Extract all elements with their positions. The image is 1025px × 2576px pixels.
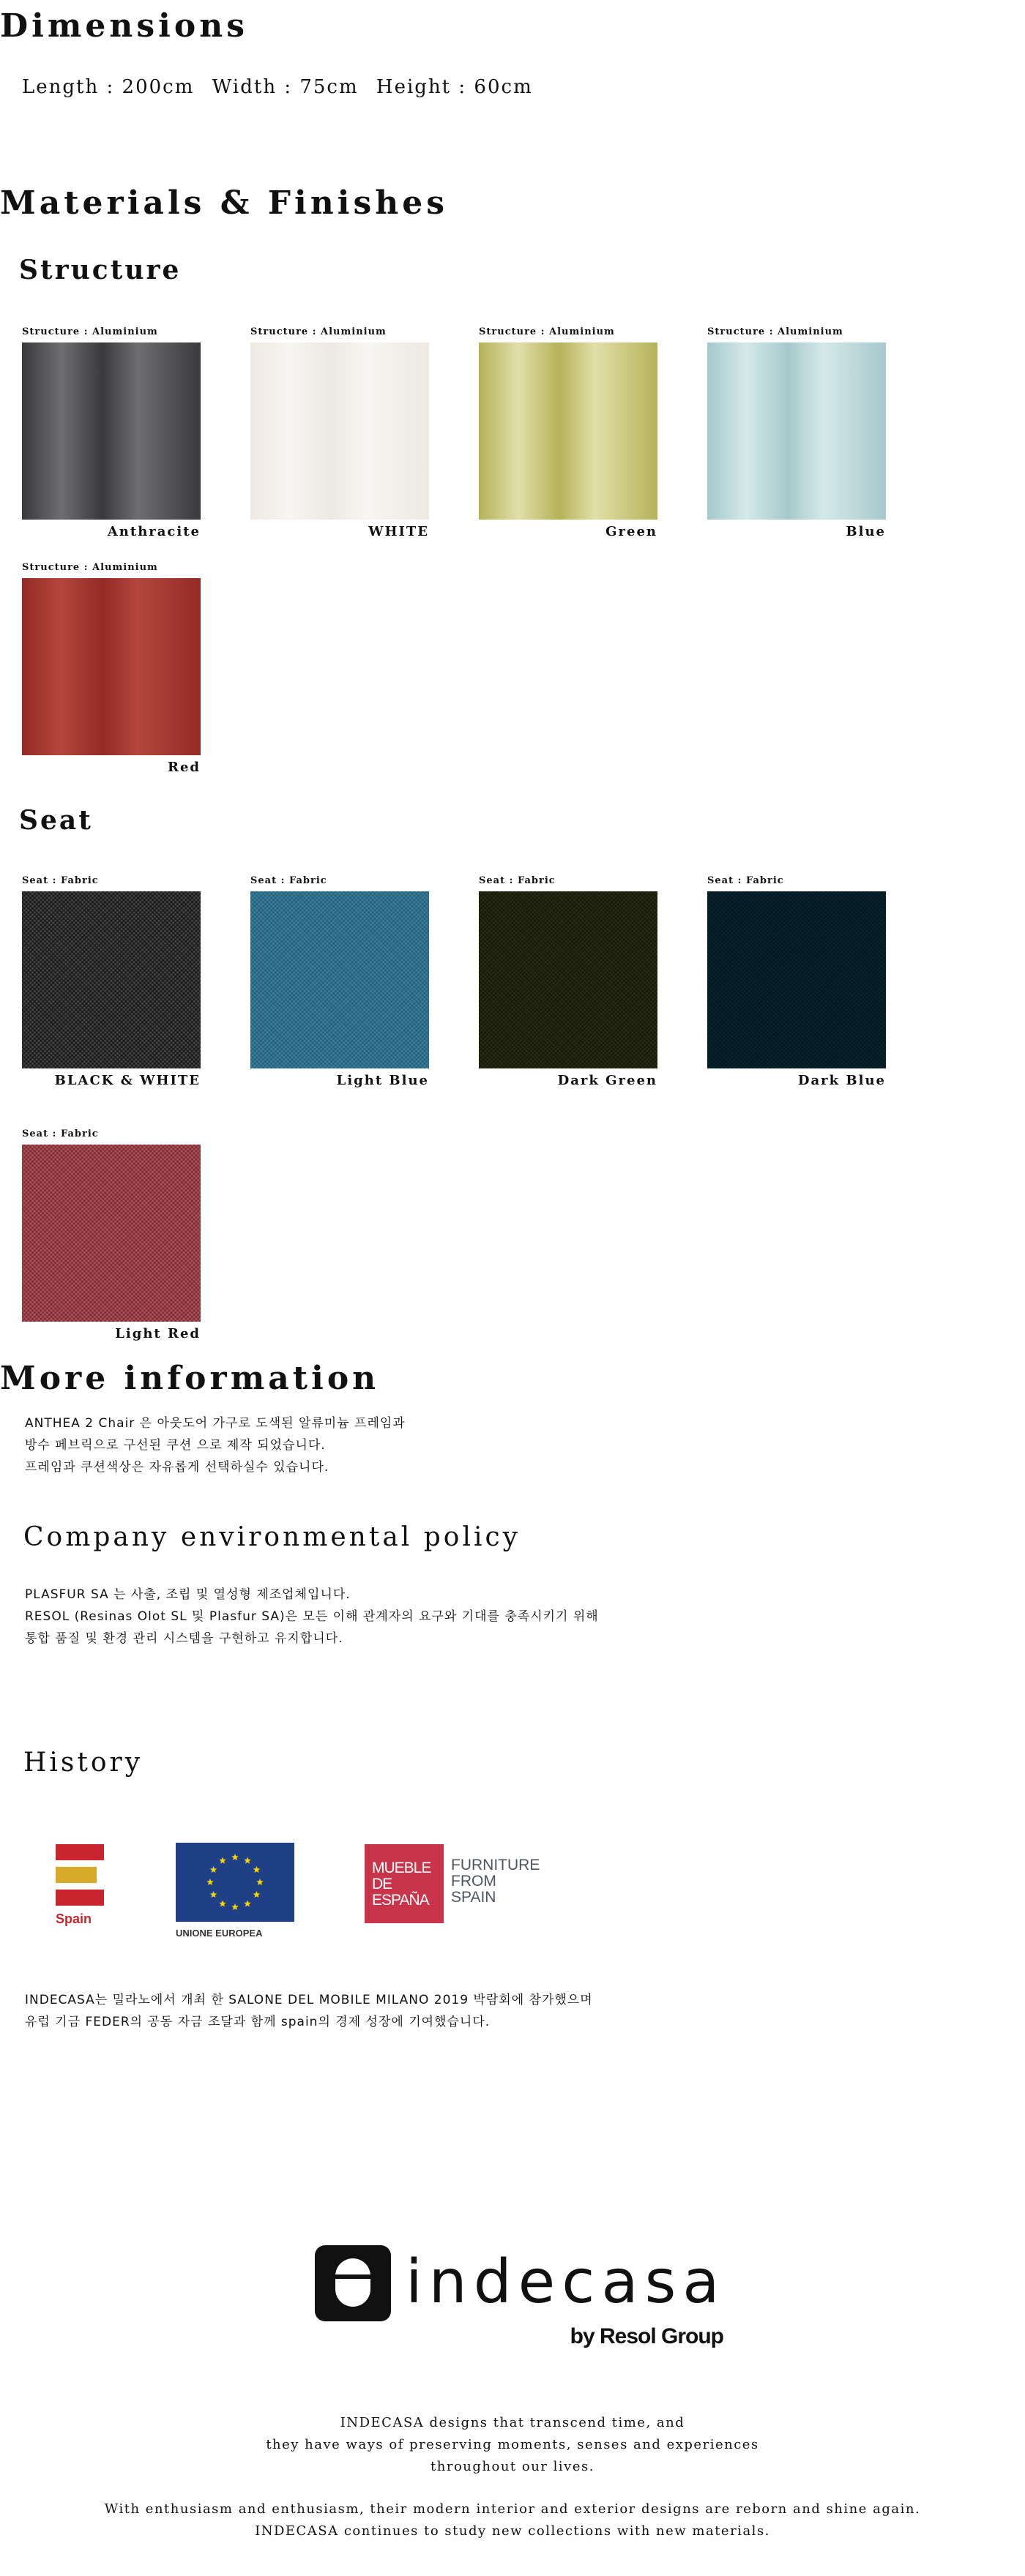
swatch-structure-blue[interactable] [707,326,886,539]
indecasa-byline: by Resol Group [570,2324,723,2348]
structure-title: Structure [19,255,182,285]
history-line: 유럽 기금 FEDER의 공동 자금 조달과 함께 spain의 경제 성장에 기여했습니다. [25,2015,491,2029]
swatch-structure-anthracite[interactable] [22,326,201,539]
swatch-name: Anthracite [107,524,201,539]
tagline-line: INDECASA designs that transcend time, and [340,2415,685,2430]
dimensions-title: Dimensions [0,7,249,45]
swatch-structure-green[interactable] [479,326,657,539]
swatch-name: WHITE [368,524,429,539]
brand-tagline [0,2412,1025,2478]
closing-line: INDECASA continues to study new collections with new materials. [255,2523,770,2539]
more-info-title: More information [0,1360,380,1397]
swatch-caption: Seat : Fabric [22,875,99,886]
length-value: Length : 200cm [22,76,195,98]
swatch-image [707,342,886,520]
mueble-line: MUEBLE [372,1860,431,1876]
more-info-line: 프레임과 쿠션색상은 자유롭게 선택하실수 있습니다. [25,1460,329,1475]
swatch-image [22,342,201,520]
furniture-line: FURNITURE [451,1857,540,1873]
spain-bar-top [56,1844,104,1860]
swatch-caption: Structure : Aluminium [707,326,843,337]
brand-closing [0,2498,1025,2542]
more-info-line: 방수 페브릭으로 구선된 쿠션 으로 제작 되었습니다. [25,1438,326,1453]
swatch-image [22,1145,201,1322]
more-info-text [25,1412,406,1478]
swatch-name: Dark Green [557,1073,657,1088]
swatch-image [250,891,429,1068]
tagline-line: throughout our lives. [430,2459,594,2474]
swatch-structure-white[interactable] [250,326,429,539]
dimensions-values [22,76,543,98]
history-text [25,1989,593,2033]
env-policy-title: Company environmental policy [23,1522,521,1552]
env-policy-line: 통합 품질 및 환경 관리 시스템을 구현하고 유지합니다. [25,1631,343,1646]
swatch-image [22,891,201,1068]
swatch-caption: Structure : Aluminium [22,326,158,337]
seat-title: Seat [19,805,93,836]
spain-bar-bottom [56,1890,104,1906]
eu-label: UNIONE EUROPEA [176,1928,263,1939]
swatch-name: Blue [846,524,886,539]
mueble-espana-logo [365,1844,548,1926]
tagline-line: they have ways of preserving moments, senses and experiences [266,2437,759,2452]
swatch-name: BLACK & WHITE [54,1073,201,1088]
swatch-caption: Seat : Fabric [250,875,327,886]
indecasa-mark-icon [315,2245,391,2321]
mueble-box [365,1844,444,1923]
swatch-image [479,342,657,520]
swatch-name: Light Blue [336,1073,429,1088]
swatch-caption: Structure : Aluminium [250,326,387,337]
swatch-seat-dark-blue[interactable] [707,875,886,1088]
swatch-seat-dark-green[interactable] [479,875,657,1088]
eu-logo [176,1843,296,1945]
mueble-line: DE [372,1876,392,1892]
swatch-name: Dark Blue [797,1073,886,1088]
swatch-image [479,891,657,1068]
swatch-caption: Seat : Fabric [707,875,784,886]
eu-flag-icon [176,1843,294,1922]
history-line: INDECASA는 밀라노에서 개최 한 SALONE DEL MOBILE MILANO 2019 박람회에 참가했으며 [25,1993,593,2007]
swatch-image [250,342,429,520]
swatch-name: Red [168,760,201,775]
swatch-caption: Seat : Fabric [479,875,556,886]
indecasa-logo [315,2245,725,2355]
closing-line: With enthusiasm and enthusiasm, their modern interior and exterior designs are reborn and shine again. [104,2501,921,2517]
spain-logo [56,1844,107,1939]
history-title: History [23,1748,144,1778]
more-info-line: ANTHEA 2 Chair 은 아웃도어 가구로 도색된 알류미늄 프레임과 [25,1416,406,1431]
indecasa-wordmark: indecasa [406,2247,726,2317]
swatch-seat-black-white[interactable] [22,875,201,1088]
mueble-line: ESPAÑA [372,1892,429,1909]
height-value: Height : 60cm [376,76,533,98]
swatch-name: Green [605,524,657,539]
swatch-caption: Seat : Fabric [22,1128,99,1139]
furniture-from-spain [451,1857,540,1906]
swatch-seat-light-blue[interactable] [250,875,429,1088]
materials-title: Materials & Finishes [0,184,448,222]
env-policy-line: RESOL (Resinas Olot SL 및 Plasfur SA)은 모든 이해 관계자의 요구와 기대를 충족시키기 위해 [25,1609,599,1624]
env-policy-text [25,1584,599,1650]
swatch-caption: Structure : Aluminium [22,562,158,573]
swatch-image [707,891,886,1068]
spain-bar-mid [56,1867,97,1883]
furniture-line: SPAIN [451,1889,496,1906]
spain-label: Spain [56,1912,92,1926]
swatch-image [22,578,201,755]
env-policy-line: PLASFUR SA 는 사출, 조립 및 열성형 제조업체입니다. [25,1587,351,1602]
swatch-name: Light Red [115,1326,201,1341]
width-value: Width : 75cm [212,76,359,98]
swatch-caption: Structure : Aluminium [479,326,615,337]
furniture-line: FROM [451,1873,496,1890]
swatch-seat-light-red[interactable] [22,1128,201,1341]
swatch-structure-red[interactable] [22,562,201,775]
